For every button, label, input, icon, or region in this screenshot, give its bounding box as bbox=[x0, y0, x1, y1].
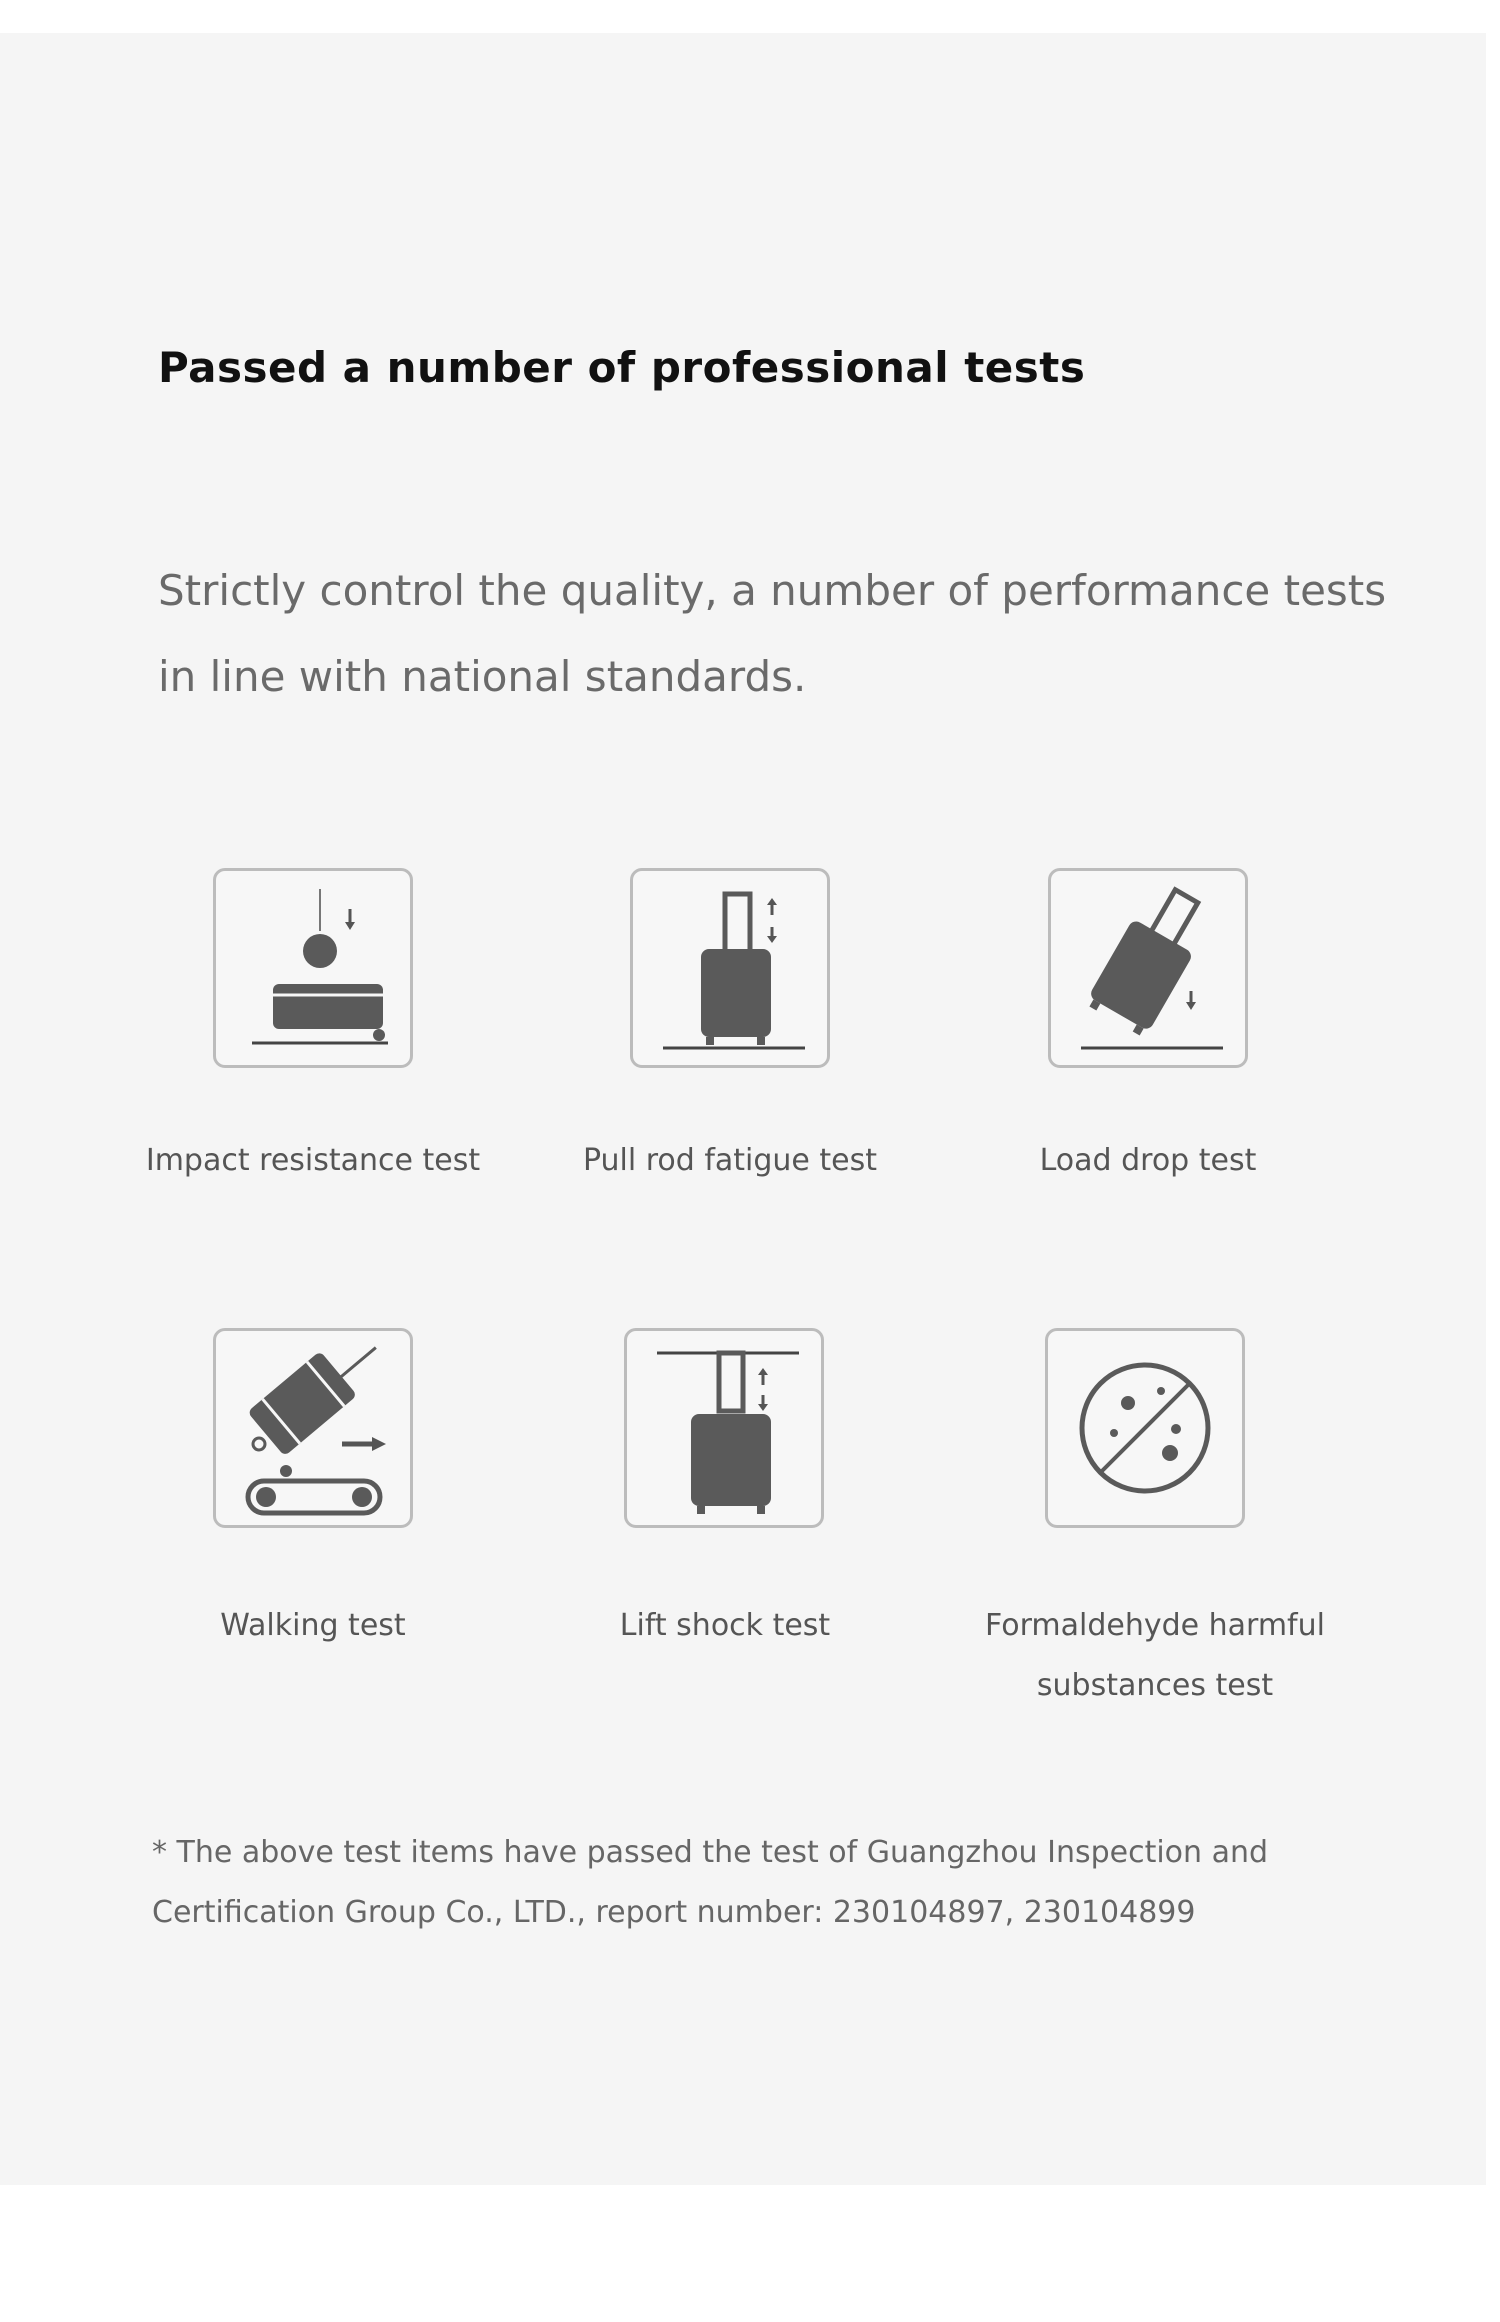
test-label-load-drop: Load drop test bbox=[1039, 1143, 1257, 1178]
impact-icon bbox=[213, 868, 413, 1068]
footnote: * The above test items have passed the test of Guangzhou Inspection and Certification Group Co., LTD., report number: 230104897, 230104899 bbox=[152, 1835, 1269, 1930]
pull-rod-icon bbox=[630, 868, 830, 1068]
formaldehyde-icon bbox=[1045, 1328, 1245, 1528]
test-label-lift-shock: Lift shock test bbox=[619, 1608, 831, 1643]
load-drop-icon bbox=[1048, 868, 1248, 1068]
test-label-walking: Walking test bbox=[220, 1608, 406, 1643]
walking-icon bbox=[213, 1328, 413, 1528]
test-label-formaldehyde: Formaldehyde harmful substances test bbox=[985, 1608, 1325, 1703]
test-label-impact: Impact resistance test bbox=[145, 1143, 481, 1178]
page-title: Passed a number of professional tests bbox=[158, 343, 1086, 392]
test-label-pull-rod: Pull rod fatigue test bbox=[582, 1143, 878, 1178]
intro-text: Strictly control the quality, a number of performance tests in line with national standards. bbox=[158, 566, 1387, 701]
lift-shock-icon bbox=[624, 1328, 824, 1528]
